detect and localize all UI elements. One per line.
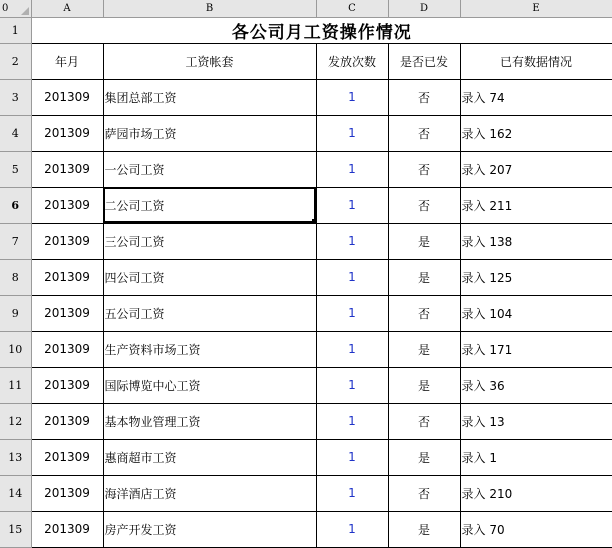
cell-account[interactable]: 四公司工资 bbox=[103, 259, 316, 295]
cell-status[interactable]: 录入 104 bbox=[460, 295, 612, 331]
table-row bbox=[0, 115, 612, 151]
row-header[interactable]: 6 bbox=[0, 187, 31, 223]
sheet-title-cell[interactable]: 各公司月工资操作情况 bbox=[31, 17, 612, 43]
cell-year-month[interactable]: 201309 bbox=[31, 151, 103, 187]
cell-status[interactable]: 录入 74 bbox=[460, 79, 612, 115]
header-cell-account[interactable]: 工资帐套 bbox=[103, 43, 316, 79]
cell-year-month[interactable]: 201309 bbox=[31, 403, 103, 439]
cell-times[interactable]: 1 bbox=[316, 295, 388, 331]
cell-account[interactable]: 二公司工资 bbox=[103, 187, 316, 223]
cell-account[interactable]: 基本物业管理工资 bbox=[103, 403, 316, 439]
cell-times[interactable]: 1 bbox=[316, 223, 388, 259]
cell-year-month[interactable]: 201309 bbox=[31, 259, 103, 295]
column-header-row bbox=[0, 0, 612, 17]
cell-paid[interactable]: 否 bbox=[388, 187, 460, 223]
cell-status[interactable]: 录入 70 bbox=[460, 511, 612, 547]
table-row bbox=[0, 295, 612, 331]
header-cell-status[interactable]: 已有数据情况 bbox=[460, 43, 612, 79]
cell-times[interactable]: 1 bbox=[316, 367, 388, 403]
row-header[interactable]: 7 bbox=[0, 223, 31, 259]
column-header-e[interactable]: E bbox=[460, 0, 612, 17]
cell-status[interactable]: 录入 207 bbox=[460, 151, 612, 187]
cell-year-month[interactable]: 201309 bbox=[31, 367, 103, 403]
cell-account[interactable]: 一公司工资 bbox=[103, 151, 316, 187]
cell-times[interactable]: 1 bbox=[316, 331, 388, 367]
cell-paid[interactable]: 否 bbox=[388, 295, 460, 331]
cell-account[interactable]: 三公司工资 bbox=[103, 223, 316, 259]
select-all-corner[interactable] bbox=[0, 0, 31, 17]
cell-status[interactable]: 录入 138 bbox=[460, 223, 612, 259]
table-row bbox=[0, 259, 612, 295]
cell-status[interactable]: 录入 1 bbox=[460, 439, 612, 475]
table-row bbox=[0, 403, 612, 439]
table-row bbox=[0, 475, 612, 511]
cell-account[interactable]: 五公司工资 bbox=[103, 295, 316, 331]
cell-account[interactable]: 萨园市场工资 bbox=[103, 115, 316, 151]
cell-year-month[interactable]: 201309 bbox=[31, 475, 103, 511]
row-header[interactable]: 3 bbox=[0, 79, 31, 115]
cell-status[interactable]: 录入 125 bbox=[460, 259, 612, 295]
cell-times[interactable]: 1 bbox=[316, 187, 388, 223]
cell-paid[interactable]: 是 bbox=[388, 259, 460, 295]
cell-paid[interactable]: 否 bbox=[388, 115, 460, 151]
cell-times[interactable]: 1 bbox=[316, 115, 388, 151]
cell-paid[interactable]: 否 bbox=[388, 79, 460, 115]
row-header[interactable]: 1 bbox=[0, 17, 31, 43]
table-row bbox=[0, 511, 612, 547]
table-row bbox=[0, 331, 612, 367]
cell-year-month[interactable]: 201309 bbox=[31, 223, 103, 259]
cell-paid[interactable]: 否 bbox=[388, 403, 460, 439]
cell-account[interactable]: 生产资料市场工资 bbox=[103, 331, 316, 367]
cell-paid[interactable]: 是 bbox=[388, 439, 460, 475]
cell-account[interactable]: 房产开发工资 bbox=[103, 511, 316, 547]
row-header[interactable]: 15 bbox=[0, 511, 31, 547]
select-all-triangle-icon bbox=[21, 7, 29, 15]
row-header[interactable]: 8 bbox=[0, 259, 31, 295]
cell-year-month[interactable]: 201309 bbox=[31, 187, 103, 223]
cell-paid[interactable]: 是 bbox=[388, 223, 460, 259]
cell-status[interactable]: 录入 171 bbox=[460, 331, 612, 367]
cell-status[interactable]: 录入 211 bbox=[460, 187, 612, 223]
row-header[interactable]: 4 bbox=[0, 115, 31, 151]
cell-year-month[interactable]: 201309 bbox=[31, 79, 103, 115]
row-header[interactable]: 14 bbox=[0, 475, 31, 511]
cell-paid[interactable]: 是 bbox=[388, 331, 460, 367]
cell-year-month[interactable]: 201309 bbox=[31, 439, 103, 475]
header-cell-paid[interactable]: 是否已发 bbox=[388, 43, 460, 79]
cell-year-month[interactable]: 201309 bbox=[31, 295, 103, 331]
row-header[interactable]: 9 bbox=[0, 295, 31, 331]
cell-times[interactable]: 1 bbox=[316, 403, 388, 439]
table-row bbox=[0, 367, 612, 403]
cell-paid[interactable]: 否 bbox=[388, 151, 460, 187]
row-header[interactable]: 2 bbox=[0, 43, 31, 79]
fill-handle[interactable] bbox=[312, 219, 317, 224]
table-row bbox=[0, 223, 612, 259]
cell-status[interactable]: 录入 13 bbox=[460, 403, 612, 439]
cell-status[interactable]: 录入 36 bbox=[460, 367, 612, 403]
cell-status[interactable]: 录入 162 bbox=[460, 115, 612, 151]
cell-times[interactable]: 1 bbox=[316, 439, 388, 475]
cell-status[interactable]: 录入 210 bbox=[460, 475, 612, 511]
cell-account[interactable]: 海洋酒店工资 bbox=[103, 475, 316, 511]
cell-times[interactable]: 1 bbox=[316, 475, 388, 511]
row-header[interactable]: 12 bbox=[0, 403, 31, 439]
corner-label: 0 bbox=[2, 2, 9, 14]
column-header-c[interactable]: C bbox=[316, 0, 388, 17]
header-row bbox=[0, 43, 612, 79]
column-header-d[interactable]: D bbox=[388, 0, 460, 17]
cell-year-month[interactable]: 201309 bbox=[31, 115, 103, 151]
row-header[interactable]: 11 bbox=[0, 367, 31, 403]
column-header-a[interactable]: A bbox=[31, 0, 103, 17]
column-header-b[interactable]: B bbox=[103, 0, 316, 17]
cell-paid[interactable]: 是 bbox=[388, 511, 460, 547]
title-row bbox=[0, 17, 612, 43]
cell-year-month[interactable]: 201309 bbox=[31, 511, 103, 547]
cell-account[interactable]: 惠商超市工资 bbox=[103, 439, 316, 475]
table-row bbox=[0, 79, 612, 115]
table-row bbox=[0, 151, 612, 187]
row-header[interactable]: 10 bbox=[0, 331, 31, 367]
cell-paid[interactable]: 是 bbox=[388, 367, 460, 403]
cell-times[interactable]: 1 bbox=[316, 79, 388, 115]
row-header[interactable]: 13 bbox=[0, 439, 31, 475]
cell-times[interactable]: 1 bbox=[316, 511, 388, 547]
cell-paid[interactable]: 否 bbox=[388, 475, 460, 511]
header-cell-year-month[interactable]: 年月 bbox=[31, 43, 103, 79]
header-cell-times[interactable]: 发放次数 bbox=[316, 43, 388, 79]
table-row bbox=[0, 439, 612, 475]
cell-year-month[interactable]: 201309 bbox=[31, 331, 103, 367]
cell-times[interactable]: 1 bbox=[316, 259, 388, 295]
cell-times[interactable]: 1 bbox=[316, 151, 388, 187]
cell-account[interactable]: 集团总部工资 bbox=[103, 79, 316, 115]
table-row bbox=[0, 187, 612, 223]
cell-account[interactable]: 国际博览中心工资 bbox=[103, 367, 316, 403]
row-header[interactable]: 5 bbox=[0, 151, 31, 187]
